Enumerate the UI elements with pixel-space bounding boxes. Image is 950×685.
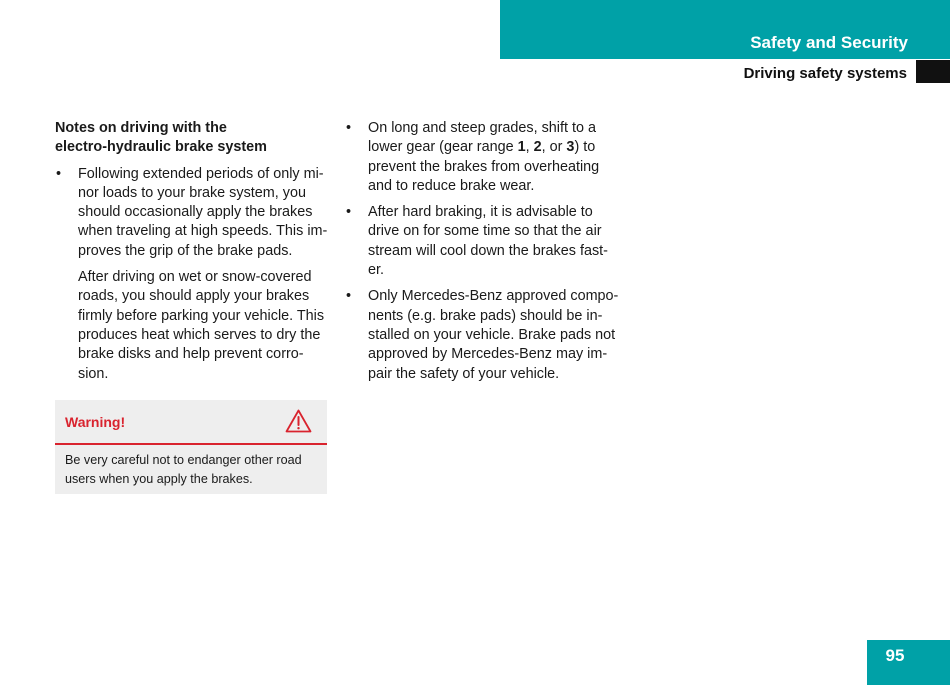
text-line: brake disks and help prevent corro- xyxy=(78,346,304,363)
bullet-item xyxy=(345,287,625,383)
text-line: er. xyxy=(368,262,384,279)
left-column xyxy=(55,119,331,384)
page-number: 95 xyxy=(885,646,905,665)
bullet-item xyxy=(345,119,625,196)
subsection-title: Driving safety systems xyxy=(743,65,907,82)
bullet-dot: • xyxy=(56,165,62,182)
warning-box xyxy=(55,400,327,494)
gear-range-2: 2 xyxy=(533,139,542,156)
text-line: Be very careful not to endanger other road xyxy=(65,453,302,467)
notes-heading-line: Notes on driving with the xyxy=(55,120,227,136)
notes-heading-line: electro-hydraulic brake system xyxy=(55,139,267,156)
text-line: Following extended periods of only mi- xyxy=(78,165,324,182)
text-line: On long and steep grades, shift to a xyxy=(368,120,597,136)
text-fragment: ) to xyxy=(574,139,596,156)
warning-text xyxy=(55,445,327,489)
text-line: pair the safety of your vehicle. xyxy=(368,365,560,382)
text-line: After hard braking, it is advisable to xyxy=(368,204,593,221)
section-title: Safety and Security xyxy=(750,33,908,52)
text-line: drive on for some time so that the air xyxy=(368,223,602,240)
text-line xyxy=(368,138,625,157)
bullet-dot: • xyxy=(346,204,352,221)
text-line: After driving on wet or snow-covered xyxy=(78,269,312,286)
text-fragment: lower gear (gear range xyxy=(368,139,518,156)
bullet-dot: • xyxy=(346,288,352,305)
bullet-item xyxy=(345,203,625,280)
text-line: firmly before parking your vehicle. This xyxy=(78,307,325,324)
page-number-box xyxy=(867,640,950,685)
subsection-tab-marker xyxy=(916,60,950,83)
text-line: proves the grip of the brake pads. xyxy=(78,242,293,259)
right-column xyxy=(345,119,625,391)
text-fragment: , or xyxy=(541,139,567,156)
paragraph xyxy=(55,268,331,384)
text-line: Only Mercedes-Benz approved compo- xyxy=(368,288,619,305)
warning-label: Warning! xyxy=(65,414,126,430)
text-line: nents (e.g. brake pads) should be in- xyxy=(368,307,603,324)
text-line: sion. xyxy=(78,365,109,382)
warning-header xyxy=(55,400,327,445)
text-line: produces heat which serves to dry the xyxy=(78,326,321,343)
text-line: should occasionally apply the brakes xyxy=(78,204,313,221)
text-line: users when you apply the brakes. xyxy=(65,472,253,486)
notes-heading xyxy=(55,119,331,158)
text-line: stalled on your vehicle. Brake pads not xyxy=(368,326,616,343)
text-line: and to reduce brake wear. xyxy=(368,177,535,194)
warning-triangle-icon xyxy=(285,409,312,433)
text-line: prevent the brakes from overheating xyxy=(368,158,600,175)
text-line: when traveling at high speeds. This im- xyxy=(78,223,328,240)
text-line: roads, you should apply your brakes xyxy=(78,288,310,305)
text-line: stream will cool down the brakes fast- xyxy=(368,242,608,259)
bullet-dot: • xyxy=(346,120,352,136)
text-line: nor loads to your brake system, you xyxy=(78,184,306,201)
gear-range-3: 3 xyxy=(566,139,575,156)
text-fragment: , xyxy=(525,139,534,156)
gear-range-1: 1 xyxy=(517,139,526,156)
bullet-item xyxy=(55,165,331,261)
text-line: approved by Mercedes-Benz may im- xyxy=(368,346,608,363)
